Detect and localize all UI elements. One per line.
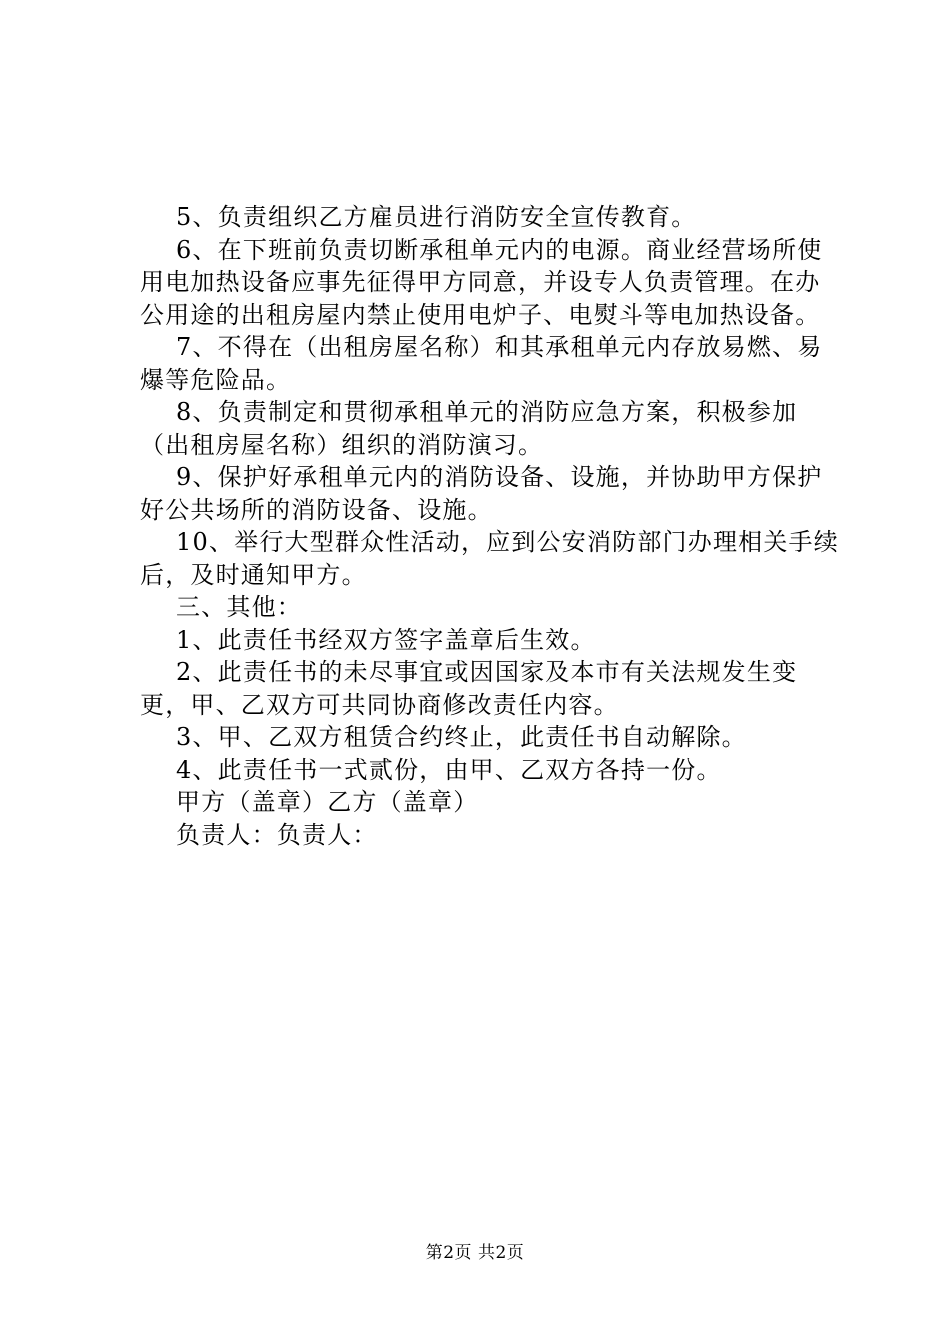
paragraph-other-3: 3、甲、乙双方租赁合约终止，此责任书自动解除。 [176,723,747,751]
paragraph-other-2: 2、此责任书的未尽事宜或因国家及本市有关法规发生变更，甲、乙双方可共同协商修改责任内容。 [140,658,798,719]
paragraph-item-7: 7、不得在（出租房屋名称）和其承租单元内存放易燃、易爆等危险品。 [140,333,823,394]
paragraph-item-8: 8、负责制定和贯彻承租单元的消防应急方案，积极参加（出租房屋名称）组织的消防演习。 [140,398,798,459]
signature-person-line: 负责人：负责人： [176,820,378,849]
section-heading-other: 三、其他： [176,593,302,621]
paragraph-item-10: 10、举行大型群众性活动，应到公安消防部门办理相关手续后，及时通知甲方。 [140,528,839,589]
paragraph-item-5: 5、负责组织乙方雇员进行消防安全宣传教育。 [176,203,697,231]
paragraph-item-6: 6、在下班前负责切断承租单元内的电源。商业经营场所使用电加热设备应事先征得甲方同意，并设专人负责管理。在办公用途的出租房屋内禁止使用电炉子、电熨斗等电加热设备。 [140,235,823,329]
paragraph-other-1: 1、此责任书经双方签字盖章后生效。 [176,625,596,654]
page-number-footer: 第2页 共2页 [425,1243,525,1263]
document-body [140,201,840,851]
paragraph-item-9: 9、保护好承租单元内的消防设备、设施，并协助甲方保护好公共场所的消防设备、设施。 [140,463,823,524]
signature-party-line: 甲方（盖章）乙方（盖章） [176,788,479,816]
paragraph-other-4: 4、此责任书一式贰份，由甲、乙双方各持一份。 [176,755,722,784]
